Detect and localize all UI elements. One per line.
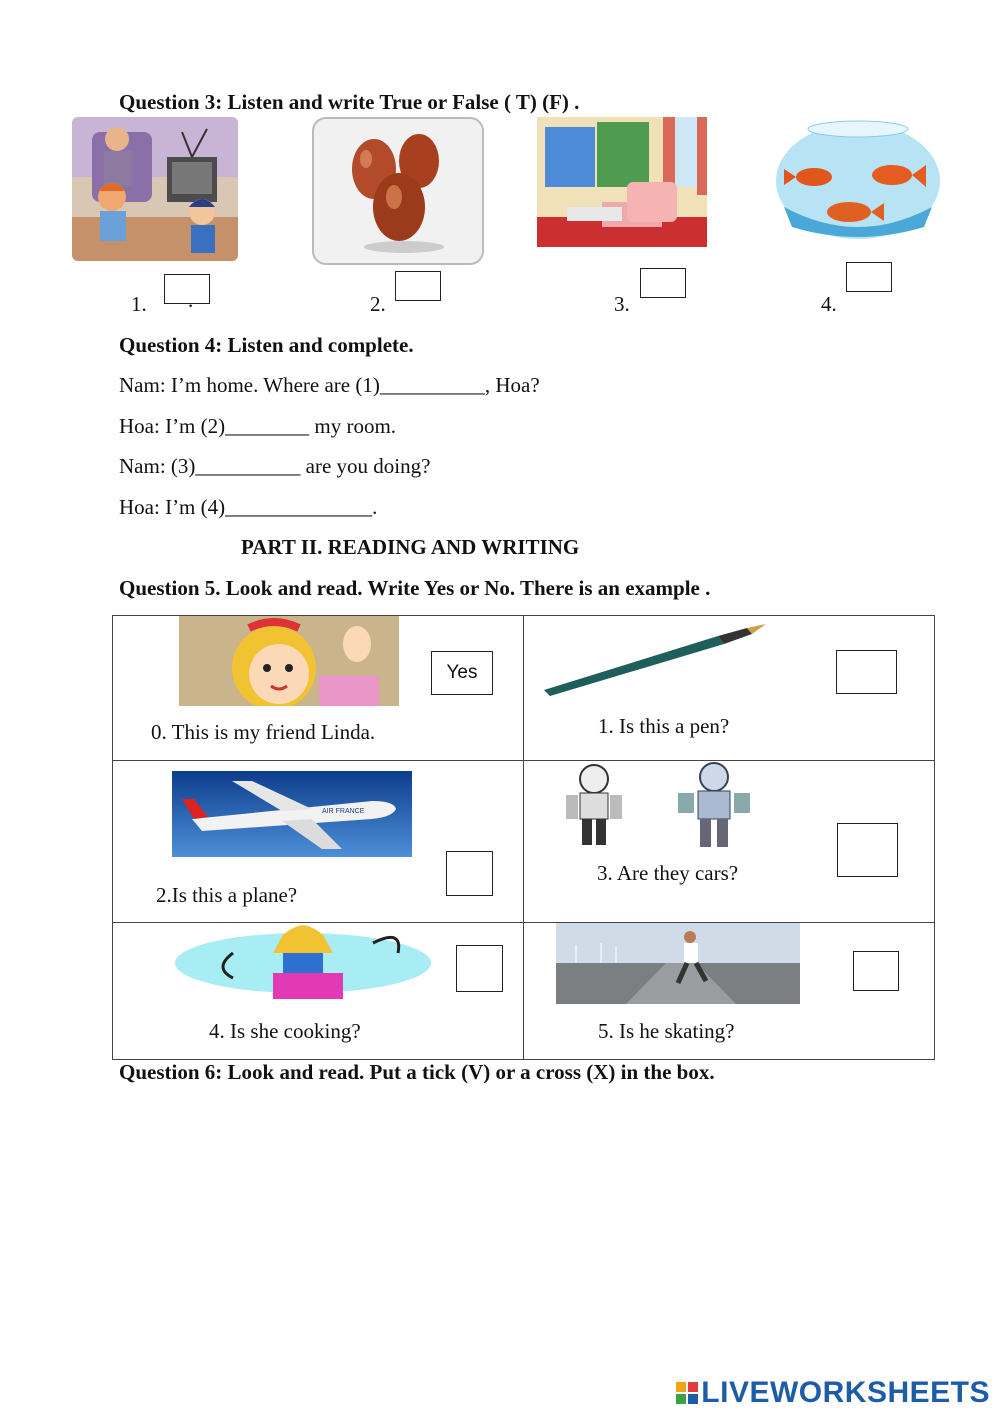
eggs-image [312,117,484,265]
caption-5: 5. Is he skating? [598,1019,735,1043]
pen-image [542,622,770,696]
question-3-title: Question 3: Listen and write True or False ( T) (F) . [119,90,580,114]
answer-box-runner[interactable] [853,951,899,991]
item-number-4: 4. [821,292,837,316]
cell-robots [524,761,935,923]
item-number-3: 3. [614,292,630,316]
answer-box-plane[interactable] [446,851,493,896]
item-number-1: 1. [131,292,147,316]
dialogue-line-2: Hoa: I’m (2)________ my room. [119,414,397,438]
fishbowl-image [774,117,943,241]
question-5-title: Question 5. Look and read. Write Yes or No. There is an example . [119,576,711,600]
caption-2: 2.Is this a plane? [156,883,298,907]
item-number-2: 2. [370,292,386,316]
living-room-image [537,117,707,247]
answer-box-robots[interactable] [837,823,898,877]
cell-example-linda [113,616,524,761]
answer-box-4[interactable] [846,262,892,292]
part-2-heading: PART II. READING AND WRITING [241,535,580,559]
girl-linda-image [179,616,399,706]
question-6-title: Question 6: Look and read. Put a tick (V) or a cross (X) in the box. [119,1060,715,1084]
caption-4: 4. Is she cooking? [209,1019,361,1043]
cell-runner [524,923,935,1060]
liveworksheets-logo [676,1376,990,1410]
answer-box-3[interactable] [640,268,686,298]
answer-box-pen[interactable] [836,650,897,694]
answer-box-2[interactable] [395,271,441,301]
dialogue-line-3: Nam: (3)__________ are you doing? [119,454,431,478]
question-5-table [112,615,935,1060]
cell-girl-singing [113,923,524,1060]
brand-name: LIVEWORKSHEETS [701,1376,990,1409]
cell-plane [113,761,524,923]
answer-box-1[interactable] [164,274,210,304]
caption-3: 3. Are they cars? [597,861,739,885]
robots-image [554,761,774,851]
caption-1: 1. Is this a pen? [598,714,730,738]
answer-box-singing[interactable] [456,945,503,992]
cell-pen [524,616,935,761]
question-4-title: Question 4: Listen and complete. [119,333,414,357]
family-watching-tv-image [72,117,238,261]
dialogue-line-1: Nam: I’m home. Where are (1)__________, Hoa? [119,373,540,397]
caption-0: 0. This is my friend Linda. [151,720,376,744]
girl-singing-image [173,923,433,1003]
example-answer-box: Yes [431,651,493,695]
plane-image [172,771,412,857]
dialogue-line-4: Hoa: I’m (4)______________. [119,495,378,519]
plane-airline-text: AIR FRANCE [322,808,365,815]
runner-image [556,923,800,1004]
liveworksheets-logo-icon [676,1382,698,1404]
